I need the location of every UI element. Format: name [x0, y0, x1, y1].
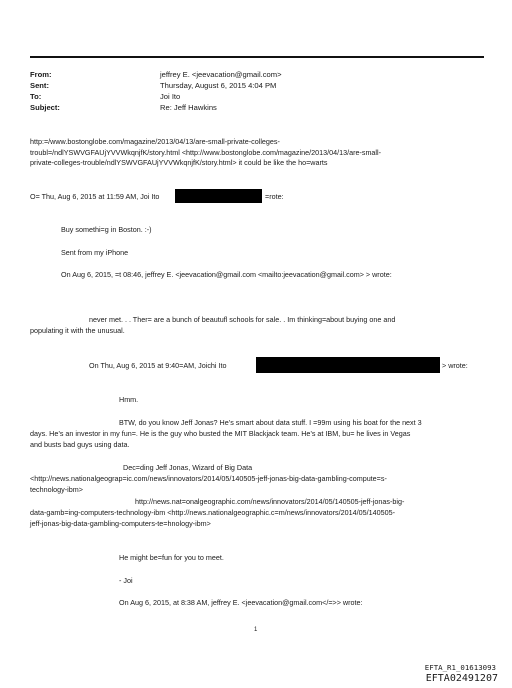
quote-header-1-prefix: O= Thu, Aug 6, 2015 at 11:59 AM, Joi Ito: [30, 192, 160, 201]
quote-header-1-suffix: =rote:: [265, 192, 284, 201]
never-met-line-2: populating it with the unusual.: [30, 326, 125, 335]
quote-header-2: On Aug 6, 2015, =t 08:46, jeffrey E. <jeevacation@gmail.com <mailto:jeevacation@gmail.com> > wrote:: [61, 270, 392, 279]
quote-header-4: On Aug 6, 2015, at 8:38 AM, jeffrey E. <jeevacation@gmail.com</=>> wrote:: [119, 598, 363, 607]
footer-ref-small: EFTA_R1_01613093: [424, 663, 496, 672]
never-met-line-1: never met. . . Ther= are a bunch of beautufl schools for sale. . Im thinking=about buying one and: [89, 315, 396, 324]
sent-from-line: Sent from my iPhone: [61, 248, 129, 257]
sent-value: Thursday, August 6, 2015 4:04 PM: [160, 81, 277, 90]
sent-label: Sent:: [30, 81, 49, 90]
btw-line-2: days. He’s an investor in my fun=. He is the guy who busted the MIT Blackjack team. He’s at IBM, bu= he lives in Vegas: [30, 429, 411, 438]
btw-line-3: and busts bad guys using data.: [30, 440, 130, 449]
footer-ref-large: EFTA02491207: [425, 673, 498, 684]
header-rule: [30, 56, 484, 58]
btw-line-1: BTW, do you know Jeff Jonas? He’s smart about data stuff. I =99m using his boat for the next 3: [119, 418, 422, 427]
from-value: jeffrey E. <jeevacation@gmail.com>: [160, 70, 282, 79]
hmm-line: Hmm.: [119, 395, 139, 404]
quote-header-3-suffix: > wrote:: [442, 361, 468, 370]
page-number: 1: [254, 627, 258, 633]
to-value: Joi Ito: [160, 92, 181, 101]
natgeo-line-3: jeff-jonas-big-data-gambling-computers-te=hnology-ibm>: [30, 519, 211, 528]
buy-line: Buy somethi=g in Boston. :-): [61, 225, 152, 234]
redaction-box: [256, 357, 440, 373]
link-line-3: private-colleges-trouble/ndlYSWVGFAUjYVVWkqnjfK/story.html> it could be like the ho=warts: [30, 158, 328, 167]
decoding-line-1: Dec=ding Jeff Jonas, Wizard of Big Data: [123, 463, 253, 472]
link-line-2: troubl=/ndlYSWVGFAUjYVVWkqnjfK/story.html <http://www.bostonglobe.com/magazine/2013/04/13/are-small-: [30, 147, 382, 157]
decoding-line-3: technology-ibm>: [30, 485, 83, 494]
subject-value: Re: Jeff Hawkins: [160, 103, 217, 112]
to-label: To:: [30, 92, 42, 101]
signature: - Joi: [119, 576, 133, 585]
natgeo-line-1: http://news.nat=onalgeographic.com/news/innovators/2014/05/140505-jeff-jonas-big-: [135, 497, 405, 506]
natgeo-line-2: data-gamb=ing-computers-technology-ibm <http://news.nationalgeographic.c=m/news/innovators/2014/05/140505-: [30, 508, 395, 517]
subject-label: Subject:: [30, 103, 60, 112]
decoding-line-2: <http://news.nationalgeograp=ic.com/news/innovators/2014/05/140505-jeff-jonas-big-data-gambling-compute=s-: [30, 474, 387, 483]
link-line-1: http:=/www.bostonglobe.com/magazine/2013/04/13/are-small-private-colleges-: [30, 137, 280, 146]
fun-line: He might be=fun for you to meet.: [119, 553, 224, 562]
redaction-box: [175, 189, 262, 203]
quote-header-3-prefix: On Thu, Aug 6, 2015 at 9:40=AM, Joichi Ito: [89, 361, 227, 370]
from-label: From:: [30, 70, 52, 79]
